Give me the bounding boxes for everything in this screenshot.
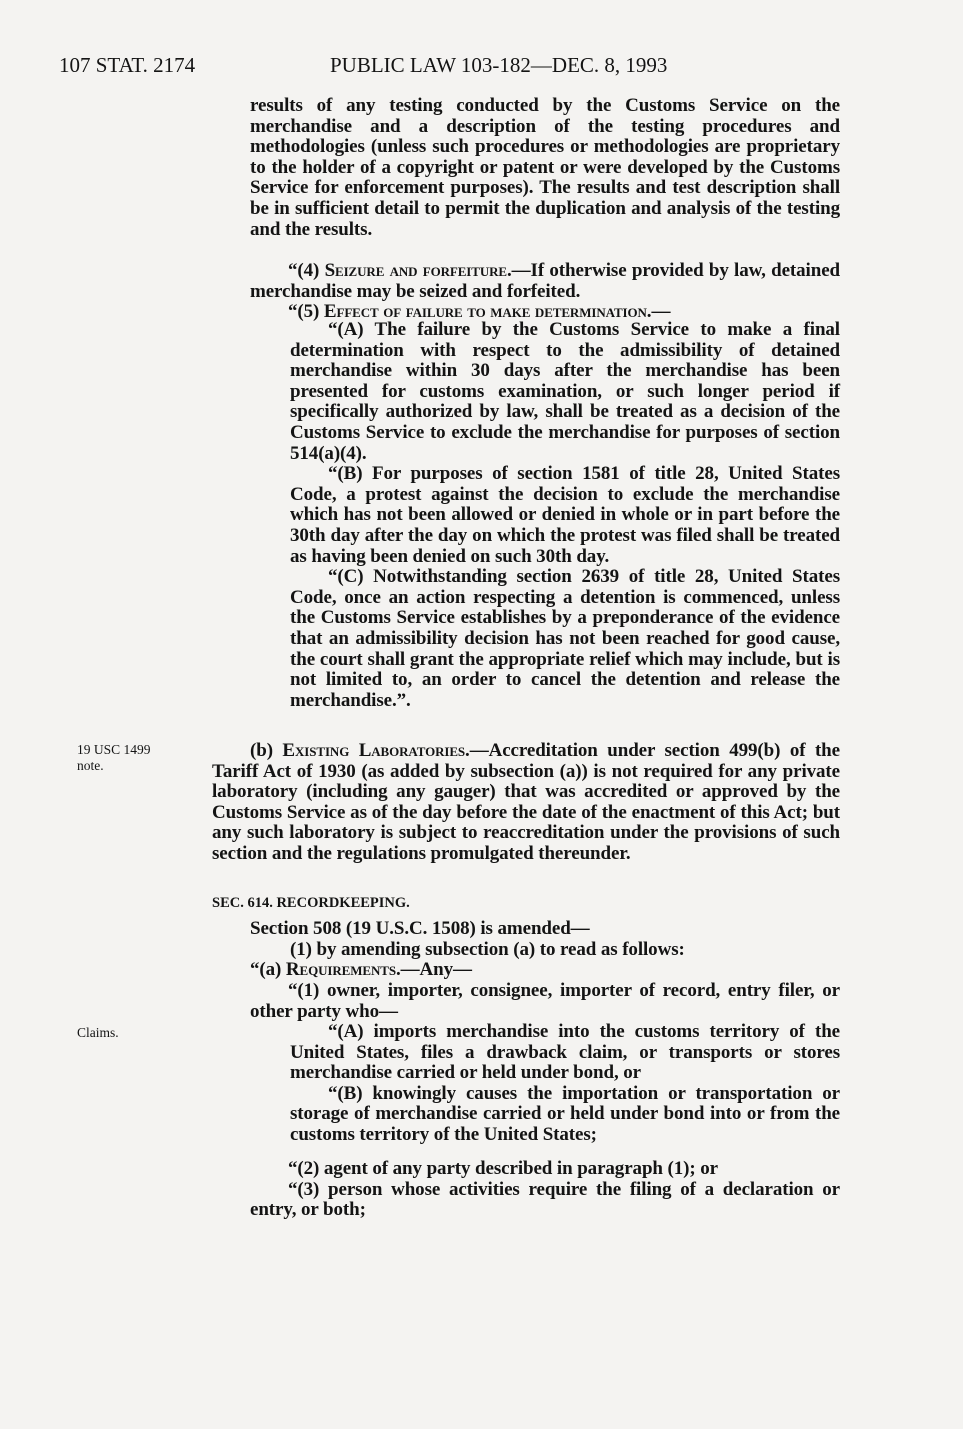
margin-note-usc-note: note. (77, 758, 104, 773)
requirements-2-3 (250, 1159, 840, 1221)
margin-note-claims: Claims. (77, 1025, 119, 1040)
requirement-1-subparagraphs (290, 1022, 840, 1146)
section-508-item-1 (290, 940, 840, 961)
statute-citation: 107 STAT. 2174 (59, 53, 196, 77)
requirements-paragraph (250, 960, 840, 981)
paragraph-testing-results (250, 96, 840, 240)
requirement-2: “(2) agent of any party described in paragraph (1); or (288, 1158, 718, 1179)
paragraph-4-5 (250, 261, 840, 323)
subsection-b-paragraph (212, 741, 840, 865)
requirement-1a: “(A) imports merchandise into the customs territory of the United States, files a drawback claim, or transports or stores merchandise carried or held under bond, or (290, 1021, 840, 1084)
requirements-num: “(a) (250, 959, 286, 980)
subparagraphs-5 (290, 320, 840, 711)
requirement-1 (250, 981, 840, 1022)
page-header (0, 53, 963, 83)
paragraph-4 (250, 261, 840, 302)
subsection-b-text: —Accreditation under section 499(b) of the Tariff Act of 1930 (as added by subsection (a)) is not required for any private laboratory (including any gauger) that was accredited or approved by the Customs Service as of the day before the date of the enactment of this Act; but any such laboratory is subject to reaccreditation under the provisions of such section and the regulations promulgated thereunder. (212, 740, 840, 864)
requirements-heading: Requirements. (285, 959, 401, 980)
subsection-b-heading: Existing Laboratories. (282, 740, 470, 761)
margin-note-usc-line: 19 USC 1499 (77, 742, 151, 757)
requirement-1-text: “(1) owner, importer, consignee, importer of record, entry filer, or other party who— (250, 980, 840, 1022)
section-614-heading: SEC. 614. RECORDKEEPING. (212, 895, 410, 911)
public-law-title: PUBLIC LAW 103-182—DEC. 8, 1993 (330, 53, 668, 77)
subsection-b-num: (b) (250, 740, 283, 761)
paragraph-4-num: “(4) (288, 260, 325, 281)
paragraph-5-heading: Effect of failure to make determination. (323, 301, 652, 323)
subsection-b (212, 741, 840, 865)
testing-results-text: results of any testing conducted by the Customs Service on the merchandise and a description of the testing procedures and methodologies (unless such procedures or methodologies are proprietary to the holder of a copyright or patent or were developed by the Customs Service for enforcement purposes). The results and test description shall be in sufficient detail to permit the duplication and analysis of the testing and the results. (250, 95, 840, 240)
margin-note-usc (77, 742, 151, 774)
section-508-item-1-text: (1) by amending subsection (a) to read as follows: (290, 939, 685, 960)
requirement-1b: “(B) knowingly causes the importation or transportation or storage of merchandise carried or held under bond into or from the customs territory of the United States; (290, 1082, 840, 1145)
requirements-text: —Any— (400, 959, 472, 980)
requirements-heading-block (250, 960, 840, 981)
paragraph-5-num: “(5) (288, 301, 324, 323)
subparagraph-5a: “(A) The failure by the Customs Service to make a final determination with respect to the admissibility of detained merchandise within 30 days after the merchandise has been presented for customs examination, or such longer period if specifically authorized by law, shall be treated as a decision of the Customs Service to exclude the merchandise for purposes of section 514(a)(4). (290, 319, 840, 464)
section-508-intro (250, 919, 840, 940)
subparagraph-5b: “(B) For purposes of section 1581 of title 28, United States Code, a protest against the decision to exclude the merchandise which has not been allowed or denied in whole or in part before the 30th day after the day on which the protest was filed shall be treated as having been denied on such 30th day. (290, 463, 840, 567)
paragraph-4-text: —If otherwise provided by law, detained merchandise may be seized and forfeited. (250, 260, 841, 302)
paragraph-4-heading: Seizure and forfeiture. (324, 260, 512, 281)
section-508-amended: Section 508 (19 U.S.C. 1508) is amended— (250, 918, 590, 939)
paragraph-5-text: — (651, 301, 671, 323)
requirement-3: “(3) person whose activities require the filing of a declaration or entry, or both; (250, 1178, 840, 1221)
subparagraph-5c: “(C) Notwithstanding section 2639 of title 28, United States Code, once an action respecting a detention is commenced, unless the Customs Service establishes by a preponderance of the evidence that an admissibility decision has not been reached for good cause, the court shall grant the appropriate relief which may include, but is not limited to, an order to cancel the detention and release the merchandise.”. (290, 566, 840, 711)
